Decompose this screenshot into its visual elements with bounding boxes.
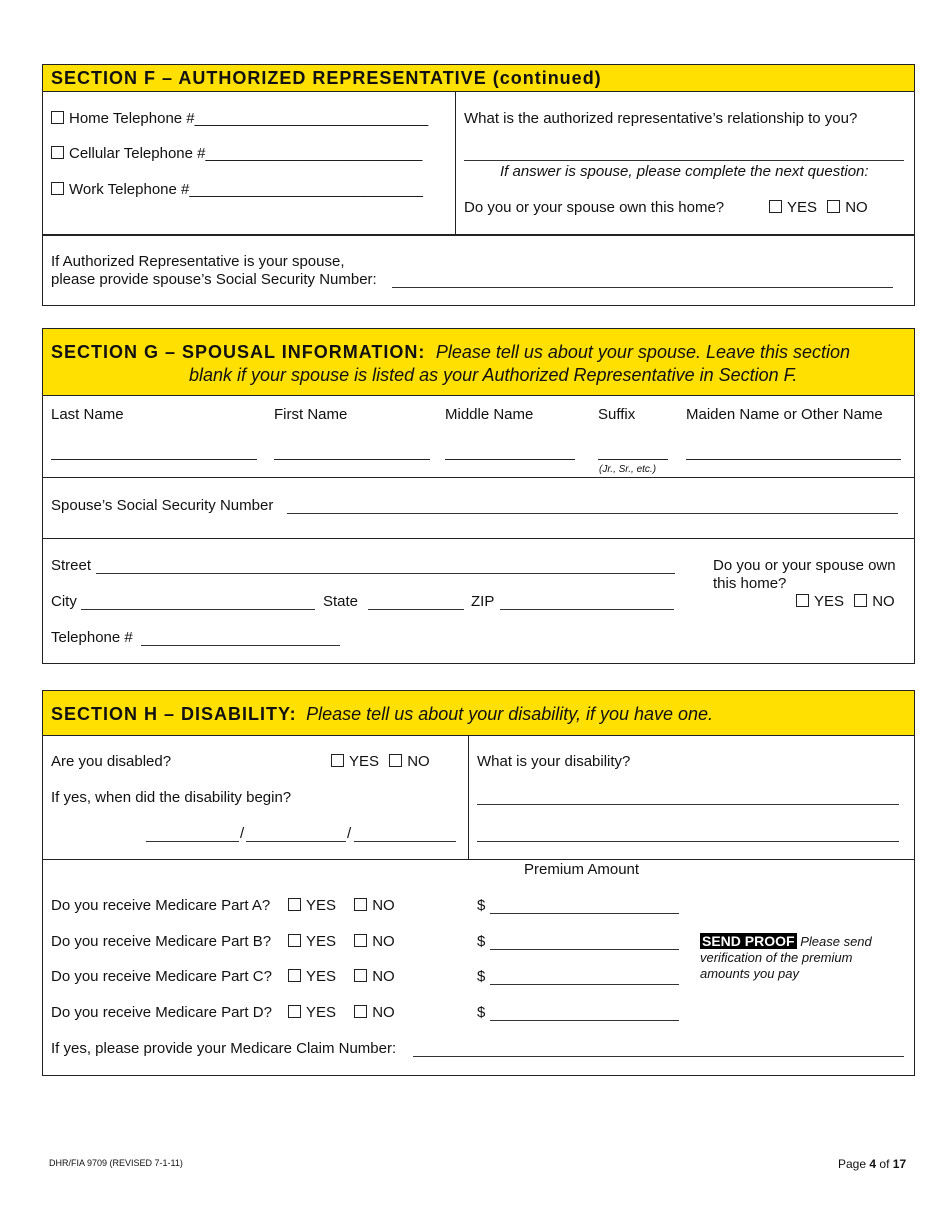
maiden-name-input-line[interactable] xyxy=(686,459,901,460)
medicare-claim-input-line[interactable] xyxy=(413,1056,904,1057)
col-last-name: Last Name xyxy=(51,406,124,423)
section-g-body xyxy=(42,395,915,664)
cell-phone-checkbox[interactable] xyxy=(51,146,64,159)
medicare-d-premium-line[interactable] xyxy=(490,1020,679,1021)
home-phone-label: Home Telephone #____________________________ xyxy=(69,110,429,127)
section-g-title: SECTION G – SPOUSAL INFORMATION: xyxy=(51,342,426,362)
own-home-no-label-g: NO xyxy=(872,593,895,610)
medicare-a-no-checkbox[interactable] xyxy=(354,898,367,911)
begin-month-line[interactable] xyxy=(146,841,239,842)
begin-day-line[interactable] xyxy=(246,841,346,842)
send-proof-badge: SEND PROOF xyxy=(702,933,795,949)
telephone-input-line[interactable] xyxy=(141,645,340,646)
medicare-c-yes-label: YES xyxy=(306,968,337,985)
medicare-b-yes-label: YES xyxy=(306,933,337,950)
own-home-no-checkbox-g[interactable] xyxy=(854,594,867,607)
medicare-c-no-label: NO xyxy=(372,968,395,985)
medicare-b-yes-checkbox[interactable] xyxy=(288,934,301,947)
date-slash-1: / xyxy=(240,825,245,842)
medicare-a-no-label: NO xyxy=(372,897,395,914)
own-home-yes-label-f: YES xyxy=(787,199,818,216)
disability-input-line-1[interactable] xyxy=(477,804,899,805)
home-phone-field[interactable] xyxy=(51,110,428,127)
page-prefix: Page xyxy=(838,1157,867,1171)
date-slash-2: / xyxy=(347,825,352,842)
section-f-row-divider xyxy=(42,234,915,236)
section-g-row-divider-2 xyxy=(42,538,915,539)
telephone-label: Telephone # xyxy=(51,629,133,646)
medicare-b-no-label: NO xyxy=(372,933,395,950)
send-proof-note xyxy=(700,933,900,982)
medicare-c-question: Do you receive Medicare Part C? xyxy=(51,968,272,985)
disabled-options xyxy=(331,753,430,770)
disabled-yes-checkbox[interactable] xyxy=(331,754,344,767)
suffix-hint: (Jr., Sr., etc.) xyxy=(599,464,657,475)
disability-begin-question: If yes, when did the disability begin? xyxy=(51,789,292,806)
medicare-a-premium-line[interactable] xyxy=(490,913,679,914)
medicare-a-question: Do you receive Medicare Part A? xyxy=(51,897,271,914)
section-g-row-divider-1 xyxy=(42,477,915,478)
col-maiden-name: Maiden Name or Other Name xyxy=(686,406,883,423)
street-input-line[interactable] xyxy=(96,573,675,574)
medicare-c-no-checkbox[interactable] xyxy=(354,969,367,982)
disabled-no-checkbox[interactable] xyxy=(389,754,402,767)
medicare-b-no-checkbox[interactable] xyxy=(354,934,367,947)
suffix-input-line[interactable] xyxy=(598,459,668,460)
medicare-b-dollar: $ xyxy=(477,933,486,950)
medicare-b-question: Do you receive Medicare Part B? xyxy=(51,933,272,950)
disabled-no-label: NO xyxy=(407,753,430,770)
section-f-divider xyxy=(455,91,456,235)
section-g-subtitle-2: blank if your spouse is listed as your Authorized Representative in Section F. xyxy=(189,365,798,385)
medicare-c-dollar: $ xyxy=(477,968,486,985)
page-total: 17 xyxy=(892,1157,907,1171)
proof-text-1: Please send xyxy=(800,934,872,949)
page-number: 4 xyxy=(869,1157,877,1171)
city-input-line[interactable] xyxy=(81,609,315,610)
own-home-question-g-1: Do you or your spouse own xyxy=(713,557,896,574)
disabled-yes-label: YES xyxy=(349,753,380,770)
work-phone-field[interactable] xyxy=(51,181,423,198)
medicare-d-yes-checkbox[interactable] xyxy=(288,1005,301,1018)
own-home-question-f: Do you or your spouse own this home? xyxy=(464,199,725,216)
middle-name-input-line[interactable] xyxy=(445,459,575,460)
medicare-d-no-label: NO xyxy=(372,1004,395,1021)
col-suffix: Suffix xyxy=(598,406,636,423)
state-input-line[interactable] xyxy=(368,609,464,610)
section-g-title-line xyxy=(51,342,850,363)
work-phone-checkbox[interactable] xyxy=(51,182,64,195)
section-f-title: SECTION F – AUTHORIZED REPRESENTATIVE (continued) xyxy=(51,68,602,88)
medicare-a-yes-checkbox[interactable] xyxy=(288,898,301,911)
medicare-b-premium-line[interactable] xyxy=(490,949,679,950)
own-home-options-f xyxy=(769,199,868,216)
premium-amount-header: Premium Amount xyxy=(524,861,640,878)
cell-phone-field[interactable] xyxy=(51,145,422,162)
medicare-claim-question: If yes, please provide your Medicare Claim Number: xyxy=(51,1040,397,1057)
begin-year-line[interactable] xyxy=(354,841,456,842)
spouse-ssn-input-line[interactable] xyxy=(287,513,898,514)
section-h-divider xyxy=(468,735,469,860)
last-name-input-line[interactable] xyxy=(51,459,257,460)
medicare-a-yes-label: YES xyxy=(306,897,337,914)
medicare-d-options xyxy=(288,1004,395,1021)
spouse-ssn-prompt-1: If Authorized Representative is your spouse, xyxy=(51,253,345,270)
work-phone-label: Work Telephone #____________________________ xyxy=(69,181,423,198)
section-g-subtitle-1: Please tell us about your spouse. Leave this section xyxy=(435,342,851,362)
medicare-c-premium-line[interactable] xyxy=(490,984,679,985)
spouse-ssn-input-line-f[interactable] xyxy=(392,287,893,288)
medicare-c-options xyxy=(288,968,395,985)
section-h-title: SECTION H – DISABILITY: xyxy=(51,704,297,724)
own-home-question-g-2: this home? xyxy=(713,575,787,592)
medicare-b-options xyxy=(288,933,395,950)
own-home-no-label-f: NO xyxy=(845,199,868,216)
relationship-input-line[interactable] xyxy=(464,160,904,161)
medicare-a-dollar: $ xyxy=(477,897,486,914)
own-home-yes-label-g: YES xyxy=(814,593,845,610)
first-name-input-line[interactable] xyxy=(274,459,430,460)
form-id: DHR/FIA 9709 (REVISED 7-1-11) xyxy=(49,1158,183,1168)
medicare-d-yes-label: YES xyxy=(306,1004,337,1021)
medicare-d-dollar: $ xyxy=(477,1004,486,1021)
page-of: of xyxy=(879,1157,890,1171)
own-home-yes-checkbox-g[interactable] xyxy=(796,594,809,607)
medicare-d-question: Do you receive Medicare Part D? xyxy=(51,1004,272,1021)
medicare-a-options xyxy=(288,897,395,914)
state-label: State xyxy=(323,593,359,610)
own-home-no-checkbox-f[interactable] xyxy=(827,200,840,213)
city-label: City xyxy=(51,593,77,610)
disabled-question: Are you disabled? xyxy=(51,753,172,770)
home-phone-checkbox[interactable] xyxy=(51,111,64,124)
own-home-options-g xyxy=(796,593,895,610)
col-first-name: First Name xyxy=(274,406,348,423)
spouse-ssn-prompt-2: please provide spouse’s Social Security Number: xyxy=(51,271,377,288)
proof-text-3: amounts you pay xyxy=(700,966,800,981)
proof-text-2: verification of the premium xyxy=(700,950,853,965)
col-middle-name: Middle Name xyxy=(445,406,534,423)
street-label: Street xyxy=(51,557,92,574)
relationship-question: What is the authorized representative’s relationship to you? xyxy=(464,110,858,127)
section-h-row-divider xyxy=(42,859,915,860)
own-home-yes-checkbox-f[interactable] xyxy=(769,200,782,213)
what-disability-question: What is your disability? xyxy=(477,753,631,770)
spouse-ssn-label: Spouse’s Social Security Number xyxy=(51,497,274,514)
cell-phone-label: Cellular Telephone #__________________________ xyxy=(69,145,423,162)
section-h-subtitle: Please tell us about your disability, if you have one. xyxy=(306,704,714,724)
zip-input-line[interactable] xyxy=(500,609,674,610)
section-h-title-line xyxy=(51,704,713,725)
zip-label: ZIP xyxy=(471,593,495,610)
page-indicator xyxy=(838,1157,906,1171)
medicare-d-no-checkbox[interactable] xyxy=(354,1005,367,1018)
spouse-note: If answer is spouse, please complete the next question: xyxy=(500,163,869,180)
medicare-c-yes-checkbox[interactable] xyxy=(288,969,301,982)
disability-input-line-2[interactable] xyxy=(477,841,899,842)
